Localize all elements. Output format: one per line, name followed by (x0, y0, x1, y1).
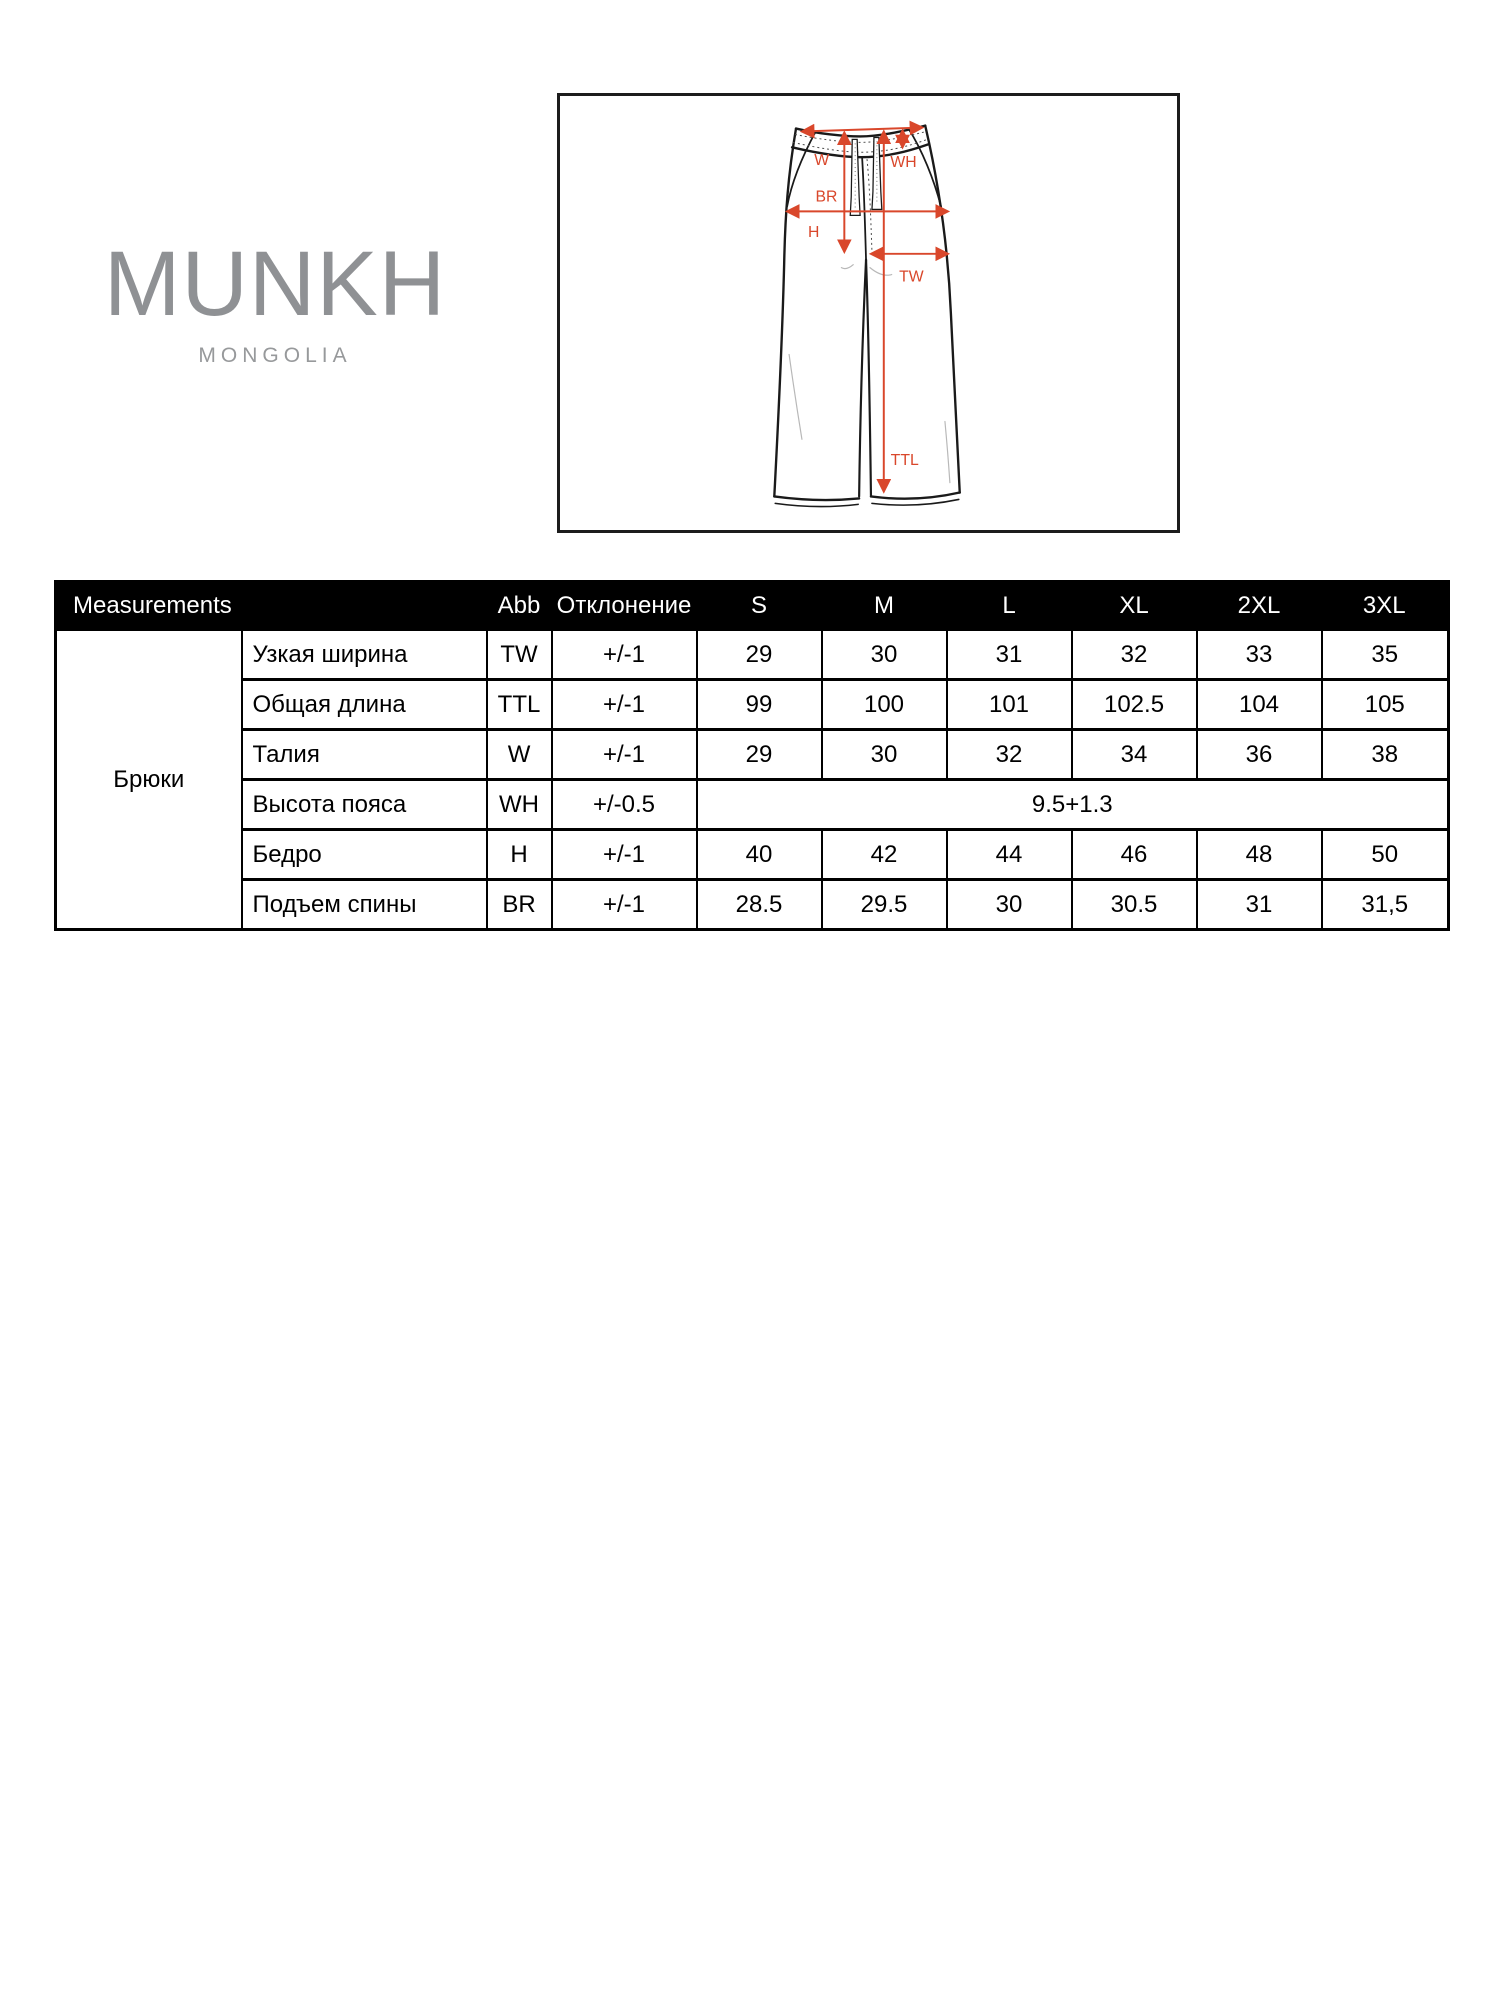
cell-value: 104 (1197, 680, 1322, 730)
cell-value: 38 (1322, 730, 1449, 780)
brand-subtitle: MONGOLIA (198, 344, 352, 367)
label-tw: TW (899, 268, 924, 286)
cell-value: 100 (822, 680, 947, 730)
label-w: W (814, 152, 830, 170)
table-row (56, 680, 1449, 730)
cell-value: 40 (697, 830, 822, 880)
cell-deviation: +/-1 (552, 830, 697, 880)
cell-deviation: +/-1 (552, 680, 697, 730)
cell-value: 46 (1072, 830, 1197, 880)
cell-value: 101 (947, 680, 1072, 730)
cell-deviation: +/-1 (552, 880, 697, 930)
measurements-table (54, 580, 1450, 931)
brand-name: MUNKH (103, 233, 447, 335)
cell-value: 102.5 (1072, 680, 1197, 730)
cell-name: Узкая ширина (242, 630, 487, 680)
header-size-xl: XL (1072, 582, 1197, 630)
measurements-table-wrap (54, 580, 1447, 931)
table-row (56, 880, 1449, 930)
cell-abb: TW (487, 630, 552, 680)
header-size-m: M (822, 582, 947, 630)
cell-value: 30 (947, 880, 1072, 930)
cell-value: 36 (1197, 730, 1322, 780)
category-cell: Брюки (56, 630, 242, 930)
header-deviation: Отклонение (552, 582, 697, 630)
cell-value: 48 (1197, 830, 1322, 880)
table-row (56, 630, 1449, 680)
cell-value: 32 (1072, 630, 1197, 680)
cell-value: 30 (822, 730, 947, 780)
cell-value: 34 (1072, 730, 1197, 780)
cell-value: 30 (822, 630, 947, 680)
cell-abb: H (487, 830, 552, 880)
cell-deviation: +/-1 (552, 730, 697, 780)
cell-name: Подъем спины (242, 880, 487, 930)
cell-value: 35 (1322, 630, 1449, 680)
table-row (56, 830, 1449, 880)
cell-deviation: +/-0.5 (552, 780, 697, 830)
cell-value: 42 (822, 830, 947, 880)
cell-deviation: +/-1 (552, 630, 697, 680)
label-br: BR (815, 188, 838, 206)
label-wh: WH (890, 154, 917, 172)
cell-name: Общая длина (242, 680, 487, 730)
header-size-2xl: 2XL (1197, 582, 1322, 630)
header-abb: Abb (487, 582, 552, 630)
pants-outline (774, 126, 959, 507)
cell-value: 31,5 (1322, 880, 1449, 930)
cell-merged-value: 9.5+1.3 (697, 780, 1449, 830)
cell-value: 31 (1197, 880, 1322, 930)
cell-value: 32 (947, 730, 1072, 780)
cell-value: 29 (697, 730, 822, 780)
label-ttl: TTL (890, 451, 919, 469)
header-size-s: S (697, 582, 822, 630)
cell-value: 31 (947, 630, 1072, 680)
cell-value: 29.5 (822, 880, 947, 930)
table-header-row (56, 582, 1449, 630)
cell-abb: BR (487, 880, 552, 930)
cell-abb: WH (487, 780, 552, 830)
drawstring-cords (850, 137, 882, 215)
cell-abb: TTL (487, 680, 552, 730)
cell-name: Высота пояса (242, 780, 487, 830)
cell-value: 99 (697, 680, 822, 730)
header-size-3xl: 3XL (1322, 582, 1449, 630)
cell-value: 33 (1197, 630, 1322, 680)
cell-name: Талия (242, 730, 487, 780)
header-size-l: L (947, 582, 1072, 630)
table-row (56, 780, 1449, 830)
pants-technical-drawing (560, 96, 1177, 530)
label-h: H (808, 224, 820, 242)
cell-value: 44 (947, 830, 1072, 880)
cell-value: 29 (697, 630, 822, 680)
cell-name: Бедро (242, 830, 487, 880)
cell-value: 30.5 (1072, 880, 1197, 930)
brand-logo (94, 233, 456, 368)
cell-value: 105 (1322, 680, 1449, 730)
table-row (56, 730, 1449, 780)
cell-value: 28.5 (697, 880, 822, 930)
measurement-labels (808, 152, 924, 469)
garment-diagram-panel (557, 93, 1180, 533)
cell-abb: W (487, 730, 552, 780)
header-measurements: Measurements (56, 582, 487, 630)
cell-value: 50 (1322, 830, 1449, 880)
